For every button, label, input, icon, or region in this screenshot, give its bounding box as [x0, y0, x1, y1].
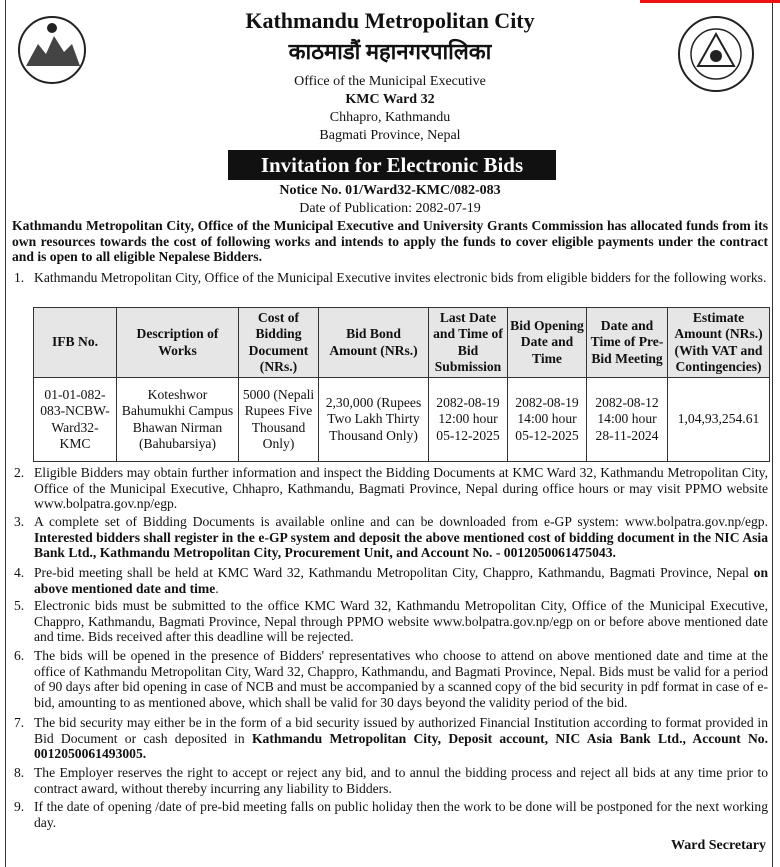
- header-cell: Bid Bond Amount (NRs.): [319, 308, 429, 378]
- list-item: 1. Kathmandu Metropolitan City, Office of the Municipal Executive invites electronic bids from eligible bidders for the following works.: [14, 270, 767, 285]
- table-header-row: [34, 308, 770, 378]
- header-cell: Date and Time of Pre-Bid Meeting: [587, 308, 668, 378]
- intro-paragraph: Kathmandu Metropolitan City, Office of the Municipal Executive and University Grants Commission has allocated funds from its own resources towards the cost of following works and intends to apply the funds to cover eligible payments under the contract and is open to all eligible Nepalese Bidders.: [12, 218, 768, 265]
- cell-ifb-no: 01-01-082-083-NCBW-Ward32-KMC: [34, 378, 117, 462]
- accent-bar: [640, 0, 780, 3]
- list-item: 5. Electronic bids must be submitted to the office KMC Ward 32, Kathmandu Metropolitan City, Office of the Municipal Executive, Chappro, Kathmandu, Bagmati Province, Nepal through PPMO website www.bolpatra.gov.np/egp on or before above mentioned date and time. Bids received after this deadline will be rejected.: [14, 598, 768, 645]
- header-cell: Last Date and Time of Bid Submission: [429, 308, 508, 378]
- cell-prebid-date: 2082-08-12 14:00 hour 28-11-2024: [587, 378, 668, 462]
- table-row: [34, 378, 770, 462]
- cell-bid-bond: 2,30,000 (Rupees Two Lakh Thirty Thousand Only): [319, 378, 429, 462]
- list-item: 3. A complete set of Bidding Documents is available online and can be downloaded from e-GP system: www.bolpatra.gov.np/egp. Interested bidders shall register in the e-GP system and deposit the above mentioned cost of bidding document in the NIC Asia Bank Ltd., Kathmandu Metropolitan City, Procurement Unit, and Account No. - 0012050061475043.: [14, 514, 768, 561]
- list-item: 4. Pre-bid meeting shall be held at KMC Ward 32, Kathmandu Metropolitan City, Chappro, Kathmandu, Bagmati Province, Nepal on above mentioned date and time.: [14, 565, 768, 596]
- ward-name: KMC Ward 32: [345, 92, 435, 107]
- location: Chhapro, Kathmandu: [329, 110, 451, 125]
- cell-estimate: 1,04,93,254.61: [668, 378, 770, 462]
- list-item: 8. The Employer reserves the right to accept or reject any bid, and to annul the bidding process and reject all bids at any time prior to contract award, without thereby incurring any liability to Bidders.: [14, 765, 768, 796]
- header-cell: Estimate Amount (NRs.) (With VAT and Contingencies): [668, 308, 770, 378]
- header-cell: Bid Opening Date and Time: [508, 308, 587, 378]
- cell-opening-date: 2082-08-19 14:00 hour 05-12-2025: [508, 378, 587, 462]
- list-item: 2. Eligible Bidders may obtain further information and inspect the Bidding Documents at KMC Ward 32, Kathmandu Metropolitan City, Office of the Municipal Executive, Chhapro, Kathmandu, Bagmati Province, Nepal during office hours or may visit PPMO website www.bolpatra.gov.np/egp.: [14, 465, 768, 512]
- province: Bagmati Province, Nepal: [319, 128, 461, 143]
- signature: Ward Secretary: [671, 838, 766, 853]
- works-table: [33, 307, 770, 462]
- list-item: 6. The bids will be opened in the presence of Bidders' representatives who choose to attend on above mentioned date and time at the office of Kathmandu Metropolitan City, Ward 32, Chappro, Kathmandu, and Bagmati Province, Nepal. Bids must be valid for a period of 90 days after bid opening in case of NCB and must be accompanied by a scanned copy of the bid security in pdf format in case of e-bid, amounting to as mentioned above, which shall be valid for 30 days beyond the validity period of the bid.: [14, 648, 768, 710]
- header-cell: Cost of Bidding Document (NRs.): [239, 308, 319, 378]
- notice-number: Notice No. 01/Ward32-KMC/082-083: [279, 183, 501, 198]
- list-item: 9. If the date of opening /date of pre-bid meeting falls on public holiday then the work to be done will be postponed for the next working day.: [14, 799, 768, 830]
- header-cell: IFB No.: [34, 308, 117, 378]
- notice-banner: Invitation for Electronic Bids: [228, 150, 556, 180]
- header-cell: Description of Works: [117, 308, 239, 378]
- nepali-title: काठमाडौं महानगरपालिका: [288, 39, 492, 64]
- cell-description: Koteshwor Bahumukhi Campus Bhawan Nirman (Bahubarsiya): [117, 378, 239, 462]
- list-item: 7. The bid security may either be in the form of a bid security issued by authorized Financial Institution according to format provided in Bid Document or cash deposited in Kathmandu Metropolitan City, Deposit account, NIC Asia Bank Ltd., Account No. 0012050061493005.: [14, 715, 768, 762]
- cell-doc-cost: 5000 (Nepali Rupees Five Thousand Only): [239, 378, 319, 462]
- office-name: Office of the Municipal Executive: [294, 74, 486, 89]
- page-title: Kathmandu Metropolitan City: [245, 8, 535, 33]
- publication-date: Date of Publication: 2082-07-19: [299, 201, 481, 216]
- cell-last-date: 2082-08-19 12:00 hour 05-12-2025: [429, 378, 508, 462]
